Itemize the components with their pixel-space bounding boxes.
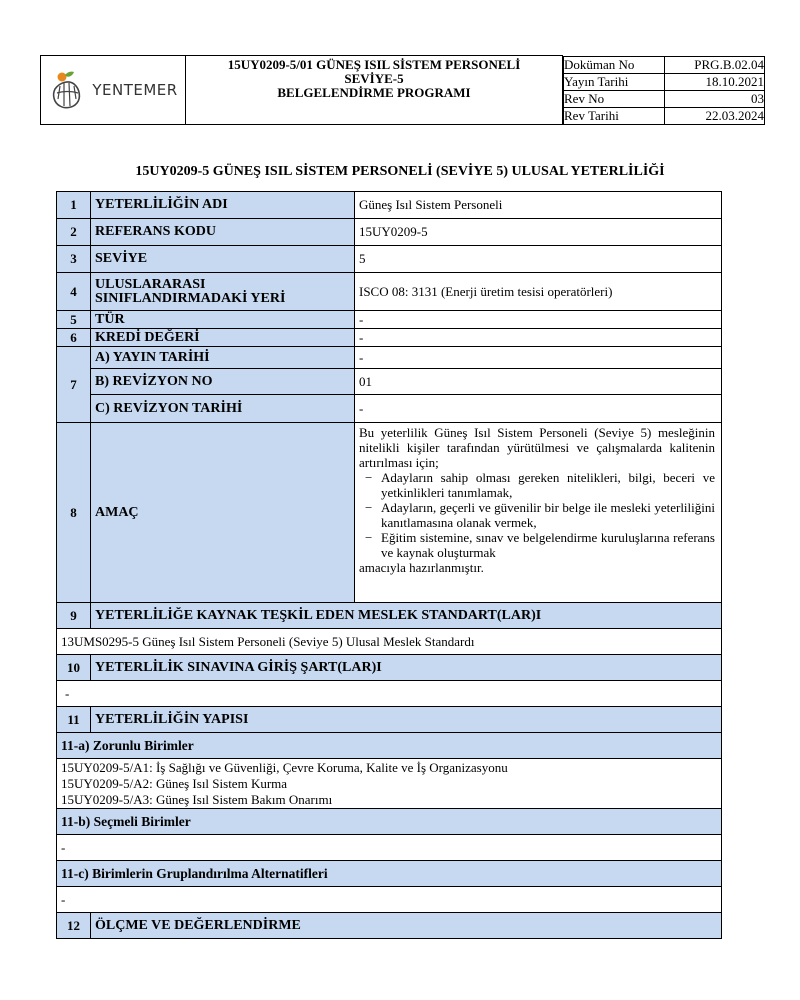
entry-requirements-value: - — [57, 681, 722, 707]
row-value: ISCO 08: 3131 (Enerji üretim tesisi operatörleri) — [355, 273, 722, 311]
row-source-standards — [57, 603, 722, 629]
row-credit-value — [57, 329, 722, 347]
meta-label: Yayın Tarihi — [564, 73, 665, 90]
purpose-text — [355, 423, 722, 603]
purpose-intro: Bu yeterlilik Güneş Isıl Sistem Personeli (Seviye 5) mesleğinin nitelikli kişiler tarafından yürütülmesi ve çalışmalarda kalitenin artırılması için; — [359, 425, 715, 470]
row-value: - — [355, 329, 722, 347]
purpose-list — [359, 470, 715, 560]
meta-value: 22.03.2024 — [664, 107, 764, 124]
meta-row-rev-no — [564, 90, 765, 107]
row-label: B) REVİZYON NO — [91, 369, 355, 395]
purpose-item: − Adayların, geçerli ve güvenilir bir belge ile mesleki yeterliliğini kanıtlamasına olanak vermek, — [359, 500, 715, 530]
row-number: 9 — [57, 603, 91, 629]
mandatory-units-list — [57, 759, 722, 809]
standard-value: 13UMS0295-5 Güneş Isıl Sistem Personeli (Seviye 5) Ulusal Meslek Standardı — [57, 629, 722, 655]
row-value: - — [355, 395, 722, 423]
row-number: 5 — [57, 311, 91, 329]
row-source-standards-value — [57, 629, 722, 655]
row-number: 11 — [57, 707, 91, 733]
grouping-alternatives-title: 11-c) Birimlerin Gruplandırılma Alternatifleri — [57, 861, 722, 887]
program-title-line-1: 15UY0209-5/01 GÜNEŞ ISIL SİSTEM PERSONELİ — [227, 57, 521, 72]
meta-label: Rev No — [564, 90, 665, 107]
mandatory-units-title: 11-a) Zorunlu Birimler — [57, 733, 722, 759]
row-number: 4 — [57, 273, 91, 311]
row-label: YETERLİLİĞE KAYNAK TEŞKİL EDEN MESLEK STANDART(LAR)I — [91, 603, 722, 629]
meta-row-rev-date — [564, 107, 765, 124]
row-revision-no — [57, 369, 722, 395]
row-number: 3 — [57, 246, 91, 273]
elective-units-value: - — [57, 835, 722, 861]
row-label-line-2: SINIFLANDIRMADAKİ YERİ — [95, 290, 286, 306]
row-label: AMAÇ — [91, 423, 355, 603]
row-label: TÜR — [91, 311, 355, 329]
row-purpose — [57, 423, 722, 603]
row-number: 7 — [57, 347, 91, 423]
meta-value: PRG.B.02.04 — [664, 56, 764, 73]
grouping-alternatives-value: - — [57, 887, 722, 913]
row-value: - — [355, 311, 722, 329]
row-mandatory-units-title — [57, 733, 722, 759]
row-international-classification — [57, 273, 722, 311]
elective-units-title: 11-b) Seçmeli Birimler — [57, 809, 722, 835]
meta-value: 03 — [664, 90, 764, 107]
logo-figure-icon — [48, 69, 88, 111]
qualification-table — [56, 191, 722, 939]
row-number: 6 — [57, 329, 91, 347]
meta-label: Doküman No — [564, 56, 665, 73]
row-value: 5 — [355, 246, 722, 273]
row-type — [57, 311, 722, 329]
row-grouping-title — [57, 861, 722, 887]
row-label: YETERLİLİK SINAVINA GİRİŞ ŞART(LAR)I — [91, 655, 722, 681]
mandatory-unit: 15UY0209-5/A1: İş Sağlığı ve Güvenliği, Çevre Koruma, Kalite ve İş Organizasyonu — [61, 759, 508, 775]
row-label-line-1: ULUSLARARASI — [95, 276, 206, 292]
row-number: 10 — [57, 655, 91, 681]
row-elective-units-title — [57, 809, 722, 835]
row-label — [91, 273, 355, 311]
purpose-item: − Adayların sahip olması gereken nitelikleri, bilgi, beceri ve yetkinlikleri tanımlamak, — [359, 470, 715, 500]
meta-label: Rev Tarihi — [564, 107, 665, 124]
row-entry-requirements — [57, 655, 722, 681]
logo — [41, 69, 185, 111]
row-value: - — [355, 347, 722, 369]
row-publish-date — [57, 347, 722, 369]
row-value: 01 — [355, 369, 722, 395]
mandatory-unit: 15UY0209-5/A2: Güneş Isıl Sistem Kurma — [61, 775, 288, 791]
row-mandatory-units-list — [57, 759, 722, 809]
row-label: REFERANS KODU — [91, 219, 355, 246]
row-reference-code — [57, 219, 722, 246]
row-structure — [57, 707, 722, 733]
row-elective-units-value — [57, 835, 722, 861]
row-assessment — [57, 913, 722, 939]
row-label: ÖLÇME VE DEĞERLENDİRME — [91, 913, 722, 939]
row-label: C) REVİZYON TARİHİ — [91, 395, 355, 423]
program-title — [186, 56, 563, 125]
meta-value: 18.10.2021 — [664, 73, 764, 90]
program-title-line-2: SEVİYE-5 — [344, 71, 404, 86]
row-label: YETERLİLİĞİN YAPISI — [91, 707, 722, 733]
row-label: KREDİ DEĞERİ — [91, 329, 355, 347]
document-meta — [563, 56, 766, 125]
row-label: YETERLİLİĞİN ADI — [91, 192, 355, 219]
row-label: SEVİYE — [91, 246, 355, 273]
row-number: 1 — [57, 192, 91, 219]
row-label: A) YAYIN TARİHİ — [91, 347, 355, 369]
document-header — [40, 55, 765, 125]
row-entry-requirements-value — [57, 681, 722, 707]
logo-text: YENTEMER — [92, 81, 178, 99]
row-number: 8 — [57, 423, 91, 603]
mandatory-unit: 15UY0209-5/A3: Güneş Isıl Sistem Bakım Onarımı — [61, 791, 333, 807]
section-title: 15UY0209-5 GÜNEŞ ISIL SİSTEM PERSONELİ (SEVİYE 5) ULUSAL YETERLİLİĞİ — [135, 164, 665, 179]
row-number: 12 — [57, 913, 91, 939]
row-revision-date — [57, 395, 722, 423]
row-value: Güneş Isıl Sistem Personeli — [355, 192, 722, 219]
row-level — [57, 246, 722, 273]
purpose-item: − Eğitim sistemine, sınav ve belgelendirme kuruluşlarına referans ve kaynak oluşturmak — [359, 530, 715, 560]
row-qualification-name — [57, 192, 722, 219]
logo-cell — [41, 56, 186, 125]
row-value: 15UY0209-5 — [355, 219, 722, 246]
row-grouping-value — [57, 887, 722, 913]
meta-row-doc-no — [564, 56, 765, 73]
purpose-closing: amacıyla hazırlanmıştır. — [359, 560, 484, 575]
program-title-line-3: BELGELENDİRME PROGRAMI — [277, 85, 471, 100]
row-number: 2 — [57, 219, 91, 246]
meta-row-publish-date — [564, 73, 765, 90]
